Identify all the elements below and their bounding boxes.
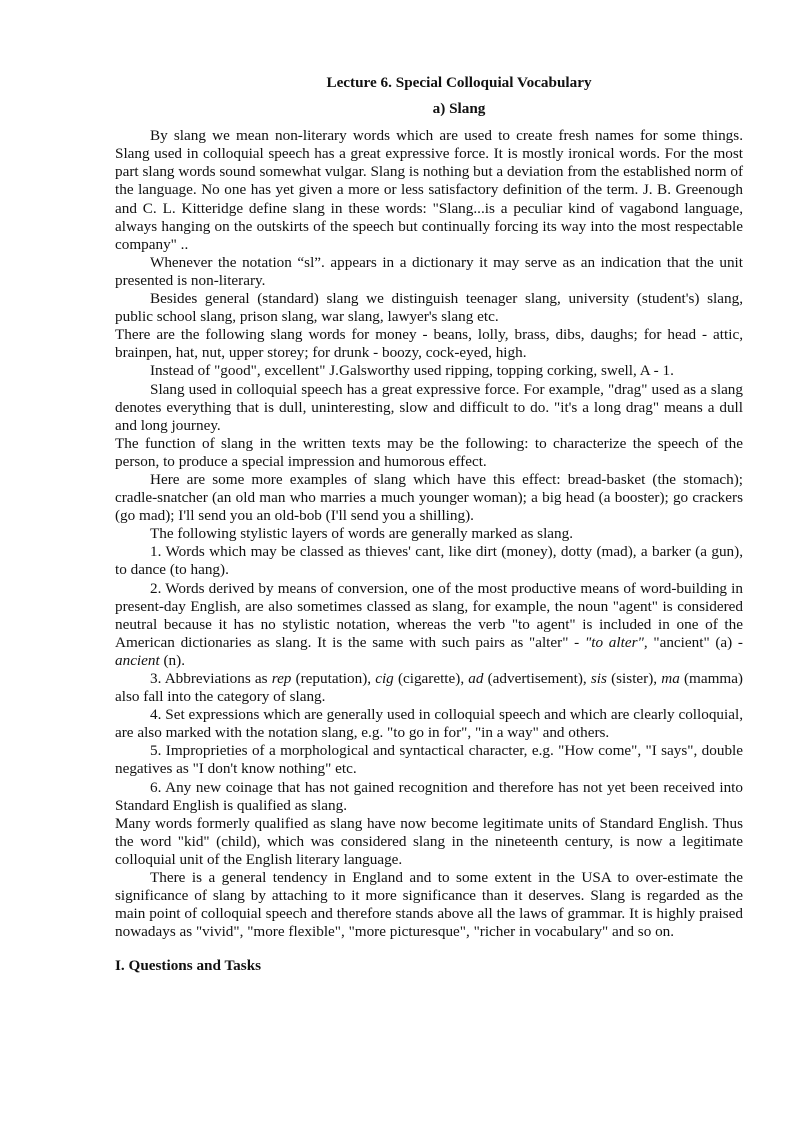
paragraph-slang-definition: By slang we mean non-literary words which are used to create fresh names for some things. Slang used in colloquial speech has a great expressive force. It is mostly ironical words. For the most part slang words sound somewhat vulgar. Slang is nothing but a deviation from the established norm of the language. No one has yet given a more or less satisfactory definition of the term. J. B. Greenough and C. L. Kitteridge define slang in these words: "Slang...is a peculiar kind of vagabond language, always hanging on the outskirts of the speech but continually forcing its way into the most respectable company" .. (115, 127, 743, 253)
list-item-new-coinage: 6. Any new coinage that has not gained recognition and therefore has not yet been received into Standard English is qualified as slang. (115, 778, 743, 814)
list-item-conversion (115, 580, 743, 670)
abbrev-cig-gloss: (cigarette), (393, 670, 469, 687)
abbrev-sis: sis (590, 670, 607, 687)
paragraph-galsworthy: Instead of "good", excellent" J.Galsworthy used ripping, topping corking, swell, A - 1. (150, 362, 674, 380)
paragraph-stylistic-layers: The following stylistic layers of words are generally marked as slang. (150, 525, 574, 543)
abbrev-rep: rep (271, 670, 292, 687)
abbrev-cig: cig (375, 670, 394, 687)
paragraph-legitimate-units: Many words formerly qualified as slang have now become legitimate units of Standard English. Thus the word "kid" (child), which was considered slang in the nineteenth century, is now a legitimate colloquial unit of the English literary language. (115, 814, 743, 868)
conversion-mid: , "ancient" (a) - (643, 633, 743, 651)
paragraph-notation: Whenever the notation “sl”. appears in a dictionary it may serve as an indication that the unit presented is non-literary. (115, 253, 743, 289)
paragraph-drag-example: Slang used in colloquial speech has a great expressive force. For example, "drag" used as a slang denotes everything that is dull, uninteresting, slow and difficult to do. "it's a long drag" means a dull and long journey. (115, 380, 743, 434)
abbrev-ma: ma (661, 670, 680, 687)
list-item-improprieties: 5. Improprieties of a morphological and syntactical character, e.g. "How come", "I says", double negatives as "I don't know nothing" etc. (115, 742, 743, 778)
list-item-set-expressions: 4. Set expressions which are generally used in colloquial speech and which are clearly colloquial, are also marked with the notation slang, e.g. "to go in for", "in a way" and others. (115, 706, 743, 742)
paragraph-more-examples: Here are some more examples of slang which have this effect: bread-basket (the stomach); cradle-snatcher (an old man who marries a much younger woman); a big head (a booster); go crackers (go mad); I'll send you an old-bob (I'll send you a shilling). (115, 470, 743, 525)
conversion-text: 2. Words derived by means of conversion, one of the most productive means of word-building in present-day English, are also sometimes classed as slang, for example, the noun "agent" is considered neutral because it has no stylistic notation, whereas the verb "to agent" is included in one of the American dictionaries as slang. It is the same with such pairs as "alter" - (115, 579, 743, 651)
abbrev-rep-gloss: (reputation), (291, 670, 376, 687)
abbrev-lead: 3. Abbreviations as (150, 670, 272, 687)
list-item-thieves-cant: 1. Words which may be classed as thieves' cant, like dirt (money), dotty (mad), a barker (a gun), to dance (to hang). (115, 543, 743, 579)
paragraph-money-words: There are the following slang words for money - beans, lolly, brass, dibs, daughs; for head - attic, brainpen, hat, nut, upper storey; for drunk - boozy, cock-eyed, high. (115, 326, 743, 362)
abbrev-ad-gloss: (advertisement), (483, 670, 591, 687)
paragraph-over-estimate: There is a general tendency in England and to some extent in the USA to over-estimate the significance of slang by attaching to it more significance than it deserves. Slang is regarded as the main point of colloquial speech and therefore stands above all the laws of grammar. It is highly praised nowadays as "vivid", "more flexible", "more picturesque", "richer in vocabulary" and so on. (115, 869, 743, 941)
page-title: Lecture 6. Special Colloquial Vocabulary (326, 74, 592, 91)
list-item-abbreviations (115, 670, 743, 706)
conversion-end: (n). (159, 651, 186, 669)
abbrev-sis-gloss: (sister), (606, 670, 662, 687)
section-heading-questions: I. Questions and Tasks (115, 957, 262, 975)
section-subtitle: a) Slang (432, 100, 486, 118)
paragraph-slang-types: Besides general (standard) slang we distinguish teenager slang, university (student's) slang, public school slang, prison slang, war slang, lawyer's slang etc. (115, 290, 743, 326)
abbrev-ad: ad (468, 670, 484, 687)
abbrev-tail: (mamma) also fall into the category of slang. (115, 670, 743, 706)
document-page (115, 74, 743, 976)
conversion-italic-alter: "to alter" (584, 633, 644, 651)
paragraph-function: The function of slang in the written texts may be the following: to characterize the speech of the person, to produce a special impression and humorous effect. (115, 434, 743, 470)
conversion-italic-ancient: ancient (115, 651, 160, 669)
